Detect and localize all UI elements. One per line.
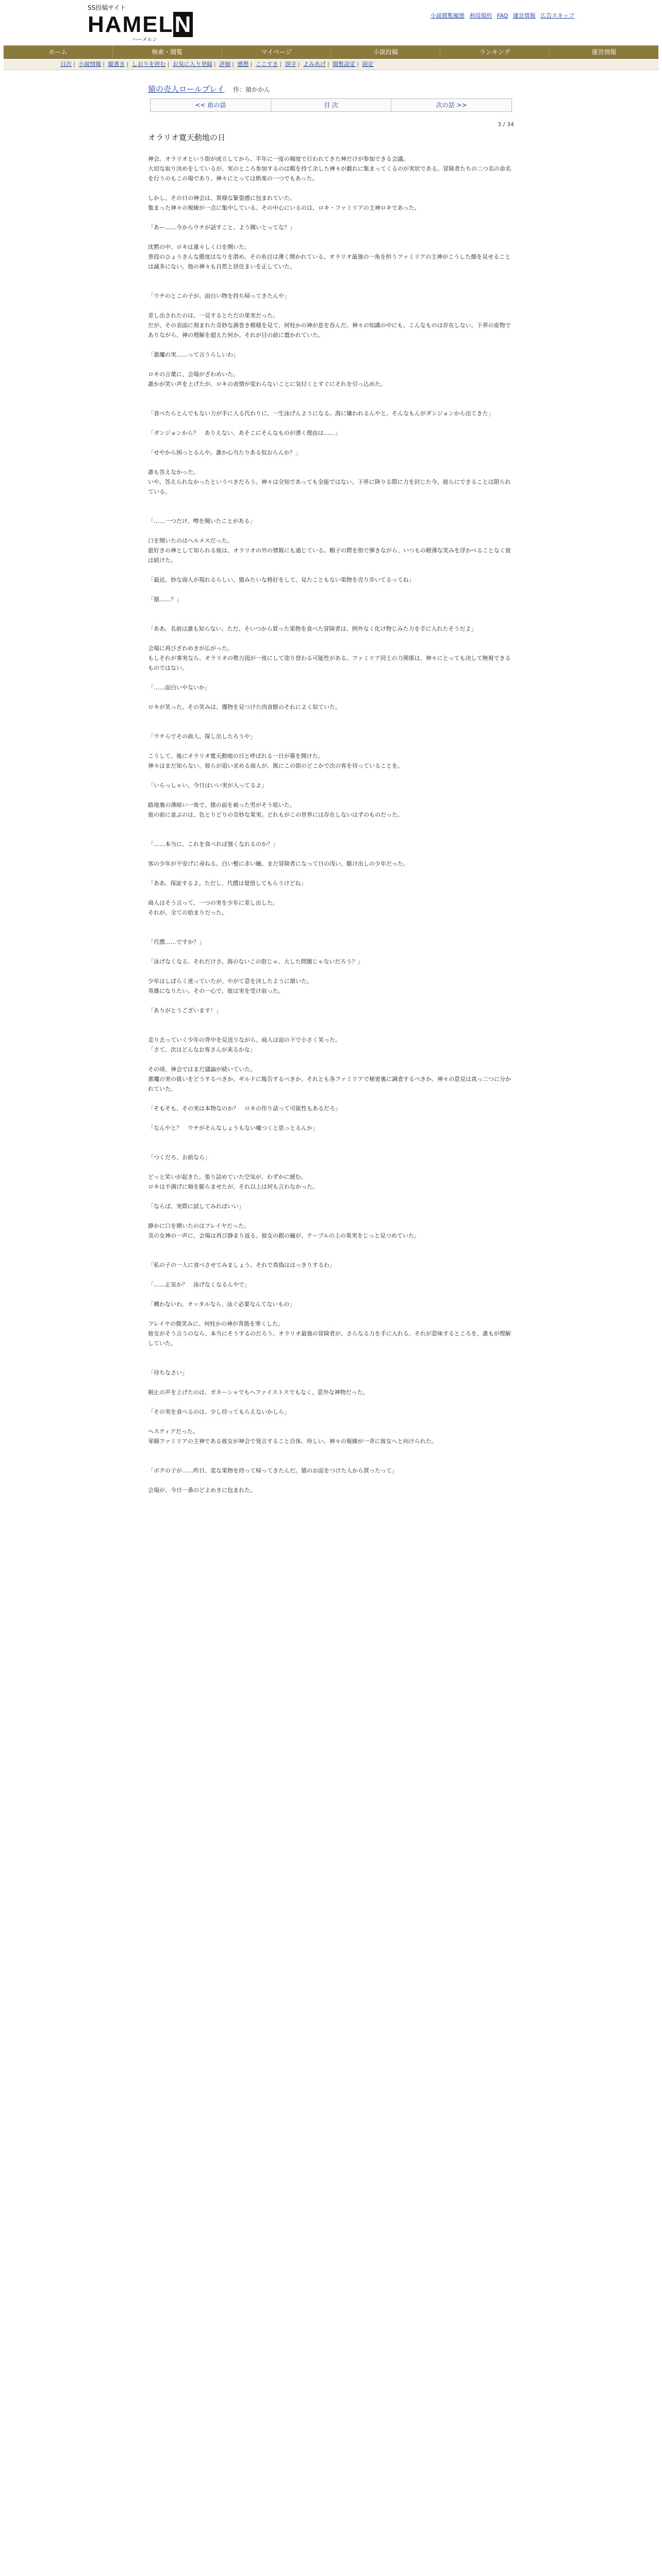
link-terms[interactable]: 利用規約 [469,12,492,19]
paragraph: 「その実を食べるのは、少し待ってもらえないかしら」 [148,1409,290,1415]
paragraph: 会場に再びざわめきが広がった。 もしそれが事実なら、オラリオの勢力図が一夜にして塗り替わる可能性がある。ファミリア同士の力関係は、神々にとっても決して無視できるものではない。 [148,645,511,671]
next-chapter-link[interactable]: 次の話 >> [391,99,511,111]
toc-link[interactable]: 目 次 [271,99,391,111]
paragraph: 「待ちなさい」 [148,1369,188,1376]
paragraph: 誰も答えなかった。 いや、答えられなかったというべきだろう。神々は全知であっても全能ではない。下界に降りる際に力を封じた今、彼らにできることは限られている。 [148,469,511,495]
paragraph: 「食べたらとんでもない力が手に入る代わりに、一生泳げんようになる。海に嫌われるんやと。そんなもんがダンジョンから出てきた」 [148,410,494,417]
paragraph: ロキが笑った。その笑みは、獲物を見つけた肉食獣のそれによく似ていた。 [148,704,341,710]
paragraph: 「ダンジョンから？ ありえない、あそこにそんなものが湧く理由は……」 [148,430,341,436]
paragraph: 商人はそう言って、一つの実を少年に差し出した。 それが、全ての始まりだった。 [148,900,278,916]
paragraph: 路地裏の薄暗い一角で、猿の面を被った男がそう呟いた。 彼の前に並ぶのは、色とりどりの奇妙な果実。どれもがこの世界には存在しないはずのものだった。 [148,802,403,818]
paragraph: その頃、神会ではまだ議論が続いていた。 悪魔の実の扱いをどうするべきか。ギルドに報告するべきか、それとも各ファミリアで秘密裏に調査するべきか。神々の意見は真っ二つに分かれていた。 [148,1066,511,1092]
subnav-review[interactable]: 感想 [237,61,249,67]
paragraph: 「最近、妙な商人が現れるらしい。猿みたいな格好をして、見たこともない果物を売り歩いてるってね」 [148,577,415,583]
novel-title[interactable]: 猿の売人ロールプレイ [148,84,225,94]
main-content [148,70,514,1495]
paragraph: 静かに口を開いたのはフレイヤだった。 美の女神の一声に、会場は再び静まり返る。彼女の銀の瞳が、テーブルの上の果実をじっと見つめていた。 [148,1223,420,1239]
paragraph: 「ボクの子が……昨日、変な果物を持って帰ってきたんだ。猿のお面をつけた人から買ったって」 [148,1467,398,1474]
paragraph: 「悪魔の実……って言うらしいわ」 [148,351,239,358]
nav-home[interactable]: ホーム [48,48,68,56]
link-faq[interactable]: FAQ [496,12,508,19]
link-skip-ad[interactable]: 広告スキップ [540,12,574,19]
subnav-favorite[interactable]: お気に入り登録 [172,61,212,67]
logo-tagline: SS投稿サイト [88,4,126,11]
site-header [0,0,662,45]
nav-post[interactable]: 小説投稿 [330,46,440,58]
paragraph: 口を開いたのはヘルメスだった。 旅好きの神として知られる彼は、オラリオの外の情報にも通じている。帽子の鍔を指で弾きながら、いつもの軽薄な笑みを浮かべることなく彼は続けた。 [148,537,511,564]
subnav-novel-info[interactable]: 小説情報 [78,61,102,67]
paragraph: どっと笑いが起きた。張り詰めていた空気が、わずかに緩む。 ロキは不満げに頬を膨らませたが、それ以上は何も言わなかった。 [148,1174,318,1190]
link-operator-info[interactable]: 運営情報 [512,12,536,19]
nav-ranking[interactable]: ランキング [440,46,549,58]
paragraph: 「……一つだけ、噂を聞いたことがある」 [148,518,256,524]
logo-kana: ハーメルン [132,37,158,43]
paragraph: 「泳げなくなる。それだけさ。海のないこの街じゃ、大した問題じゃないだろう？」 [148,958,363,965]
paragraph: 「ああ。名前は誰も知らない。ただ、そいつから買った果物を食べた冒険者は、例外なく化け物じみた力を手に入れたそうだよ」 [148,625,477,632]
paragraph: こうして、後にオラリオ寛天動地の日と呼ばれる一日が幕を開けた。 神々はまだ知らない。彼らが追い求める商人が、既にこの街のどこかで次の客を待っていることを。 [148,753,403,769]
author-name[interactable]: 猿かかん [245,86,271,93]
top-links [427,11,574,20]
paragraph: 「ありがとうございます！」 [148,1007,222,1014]
chapter-body [148,154,514,1495]
site-logo[interactable] [88,4,192,43]
subnav-typo[interactable]: 誤字 [285,61,296,67]
chapter-title: オラリオ寛天動地の日 [148,133,225,142]
paragraph: 「せやから困っとるんや。誰か心当たりある奴おらんか？」 [148,449,301,456]
paragraph: 客の少年が不安げに尋ねる。白い髪に赤い瞳。まだ冒険者になって日の浅い、駆け出しの少年だった。 [148,860,409,867]
page-number: 3 / 34 [498,121,514,128]
paragraph: 少年はしばらく迷っていたが、やがて意を決したように頷いた。 英雄になりたい。その一心で、彼は実を受け取った。 [148,978,312,994]
author-label: 作：猿かかん [233,86,271,93]
paragraph: 走り去っていく少年の背中を見送りながら、商人は面の下で小さく笑った。 「さて、次はどんなお客さんが来るかな」 [148,1037,341,1053]
paragraph: 「なんやと？ ウチがそんなしょうもない嘘つくと思っとるんか」 [148,1125,318,1131]
paragraph: ロキの言葉に、会場がざわめいた。 誰かが笑い声を上げたが、ロキの表情が変わらないことに気付くとすぐにそれを引っ込めた。 [148,371,386,387]
paragraph: 「……正気か？ 泳げなくなるんやで」 [148,1281,250,1288]
paragraph: 差し出されたのは、一見するとただの果実だった。 だが、その表面に刻まれた奇妙な渦巻き模様を見て、何柱かの神が息を呑んだ。神々の知識の中にも、こんなものは存在しない。下界の産物でありながら、神の理解を超えた何か。それが目の前に置かれていた。 [148,312,511,338]
main-nav [4,45,658,59]
paragraph: 「ウチのとこの子が、面白い物を持ち帰ってきたんや」 [148,293,290,299]
paragraph: 「構わないわ。オッタルなら、泳ぐ必要なんてないもの」 [148,1301,295,1308]
paragraph: 「私の子の一人に食べさせてみましょう。それで真偽ははっきりするわ」 [148,1262,335,1268]
paragraph: 「……本当に、これを食べれば強くなれるのか？」 [148,841,278,848]
paragraph: 「そもそも、その実は本物なのか？ ロキの作り話って可能性もあるだろ」 [148,1105,341,1112]
novel-subnav: 目次 | 小説情報 | 縦書き | しおりを挟む | お気に入り登録 | 評価 | 感想 | ここすき | 誤字 | よみあげ | 閲覧設定 | 固定 [4,59,658,70]
paragraph: 神会。オラリオという街が成立してから、半年に一度の頻度で行われてきた神だけが参加できる会議。 大切な取り決めをしているが、実のところ参加するのは暇を持て余した神々が戯れに集まってくるのが実状である。冒険者たちの二つ名の命名を行うのもこの場であり、神々にとっては娯楽の一つでもあった。 [148,156,511,182]
subnav-toc[interactable]: 目次 [60,61,72,67]
prev-chapter-link[interactable]: << 前の話 [151,99,271,111]
subnav-pin[interactable]: 固定 [362,61,374,67]
subnav-view-settings[interactable]: 閲覧設定 [333,61,356,67]
chapter-pager [150,98,512,112]
paragraph: 「猿……？」 [148,596,182,603]
subnav-bookmark[interactable]: しおりを挟む [131,61,166,67]
paragraph: 「いらっしゃい。今日はいい実が入ってるよ」 [148,782,267,789]
paragraph: 沈黙の中、ロキは重々しく口を開いた。 普段のひょうきんな態度はなりを潜め、その糸目は薄く開かれている。オラリオ最強の一角を担うファミリアの主神がこうした顔を見せることは滅多にない。他の神々も自然と居住まいを正していた。 [148,244,511,270]
nav-operator[interactable]: 運営情報 [549,46,658,58]
link-reading-history[interactable]: 小説閲覧履歴 [430,12,465,19]
paragraph: ヘスティアだった。 零細ファミリアの主神である彼女が神会で発言すること自体、珍しい。神々の視線が一斉に彼女へと向けられた。 [148,1428,437,1445]
paragraph: 「あー……今からウチが話すこと、よう聞いとってな？」 [148,224,295,231]
paragraph: 制止の声を上げたのは、ガネーシャでもヘファイストスでもなく、意外な神物だった。 [148,1389,369,1396]
paragraph: しかし、その日の神会は、異様な緊張感に包まれていた。 集まった神々の視線が一点に集中している。その中心にいるのは、ロキ・ファミリアの主神ロキであった。 [148,195,420,211]
paragraph: 「……面白いやないか」 [148,684,210,691]
paragraph: 「つくだろ、お前なら」 [148,1154,210,1161]
subnav-kokosuki[interactable]: ここすき [255,61,278,67]
paragraph: フレイヤの微笑みに、何柱かの神が背筋を寒くした。 彼女がそう言うのなら、本当にそうするのだろう。オラリオ最強の冒険者が、さらなる力を手に入れる。それが意味するところを、誰もが理解していた。 [148,1320,511,1347]
paragraph: 「ならば、実際に試してみればいい」 [148,1203,244,1210]
paragraph: 会場が、今日一番のどよめきに包まれた。 [148,1487,256,1494]
novel-heading [148,83,514,94]
paragraph: 「ウチらでその商人、探し出したろうや」 [148,733,256,740]
nav-mypage[interactable]: マイページ [222,46,331,58]
nav-search[interactable]: 検索・閲覧 [112,46,222,58]
paragraph: 「ああ、保証するよ。ただし、代償は覚悟してもらうけどね」 [148,880,307,887]
paragraph: 「代償……ですか？」 [148,939,205,945]
logo-wordmark: HAMELN [88,12,192,37]
subnav-vertical[interactable]: 縦書き [108,61,125,67]
subnav-read-aloud[interactable]: よみあげ [303,61,326,67]
subnav-rate[interactable]: 評価 [219,61,231,67]
